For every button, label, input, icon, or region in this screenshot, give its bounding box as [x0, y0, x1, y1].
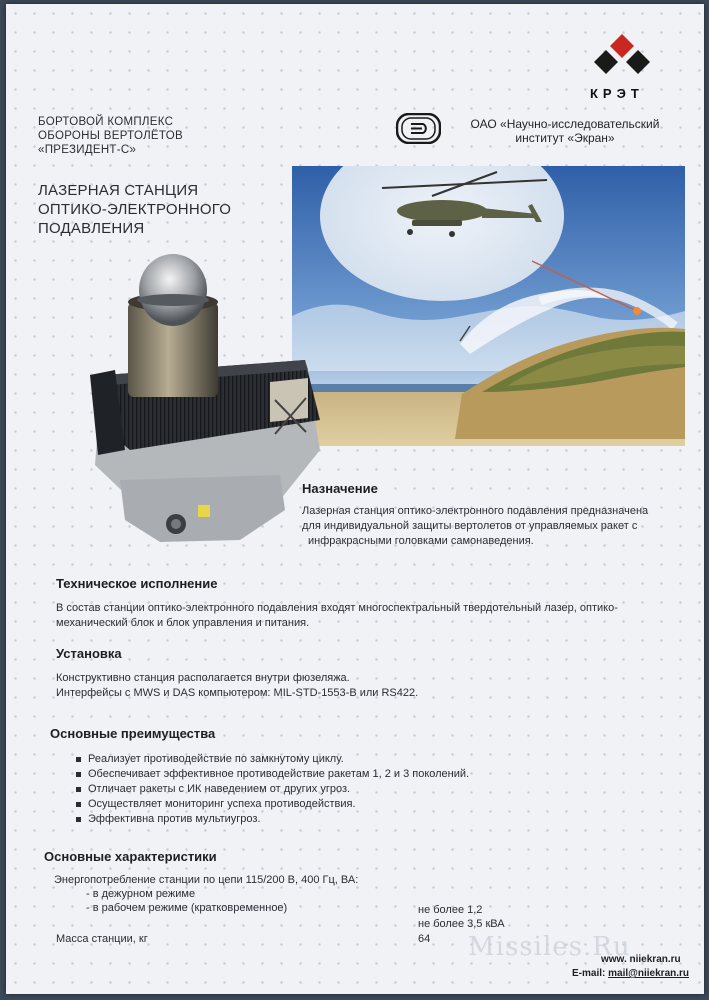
list-item: Реализует противодействие по замкнутому циклу. — [74, 752, 469, 767]
laser-station-device-image — [80, 250, 330, 550]
complex-name: БОРТОВОЙ КОМПЛЕКС ОБОРОНЫ ВЕРТОЛЁТОВ «ПРЕЗИДЕНТ-С» — [38, 116, 183, 156]
installation-text: Конструктивно станция располагается внутри фюзеляжа. Интерфейсы с MWS и DAS компьютером: MIL-STD-1553-B или RS422. — [56, 672, 419, 699]
email-line: E-mail: mail@niiekran.ru — [572, 968, 690, 979]
specs-work-value: не более 3,5 кВА — [418, 918, 505, 930]
advantages-heading: Основные преимущества — [50, 726, 216, 741]
specs-mass-value: 64 — [418, 933, 431, 945]
advantages-list — [74, 752, 469, 827]
list-item: Обеспечивает эффективное противодействие ракетам 1, 2 и 3 поколений. — [74, 767, 469, 782]
technical-heading: Техническое исполнение — [56, 576, 218, 591]
specs-power-label: Энергопотребление станции по цепи 115/200 В, 400 Гц, ВА: — [54, 874, 359, 886]
brochure-page — [6, 4, 704, 994]
specs-work-label: - в рабочем режиме (кратковременное) — [86, 902, 288, 914]
website-url[interactable]: www. niiekran.ru — [601, 954, 681, 965]
organization-name: ОАО «Научно-исследовательский институт «Экран» — [470, 117, 660, 145]
list-item: Эффективна против мультиугроз. — [74, 812, 469, 827]
purpose-text: Лазерная станция оптико-электронного подавления предназначена для индивидуальной защиты вертолетов от управляемых ракет с инфракрасными головками самонаведения. — [302, 505, 649, 547]
specs-heading: Основные характеристики — [44, 849, 217, 864]
kret-logo-text: КРЭТ — [590, 86, 644, 101]
specs-mass-label: Масса станции, кг — [56, 933, 148, 945]
watermark-text: Missiles.Ru — [468, 932, 631, 962]
specs-standby-label: - в дежурном режиме — [86, 888, 196, 900]
list-item: Осуществляет мониторинг успеха противодействия. — [74, 797, 469, 812]
list-item: Отличает ракеты с ИК наведением от других угроз. — [74, 782, 469, 797]
email-link[interactable]: mail@niiekran.ru — [608, 968, 690, 979]
installation-heading: Установка — [56, 646, 122, 661]
ekran-logo-icon — [396, 113, 441, 144]
purpose-heading: Назначение — [302, 481, 378, 496]
helicopter-beach-photo — [292, 166, 685, 446]
technical-text: В состав станции оптико-электронного подавления входят многоспектральный твердотельный лазер, оптико- механический блок и блок управления и питания. — [56, 602, 618, 629]
station-title: ЛАЗЕРНАЯ СТАНЦИЯ ОПТИКО-ЭЛЕКТРОННОГО ПОДАВЛЕНИЯ — [38, 182, 232, 237]
specs-standby-value: не более 1,2 — [418, 904, 483, 916]
kret-logo-icon — [584, 32, 660, 88]
